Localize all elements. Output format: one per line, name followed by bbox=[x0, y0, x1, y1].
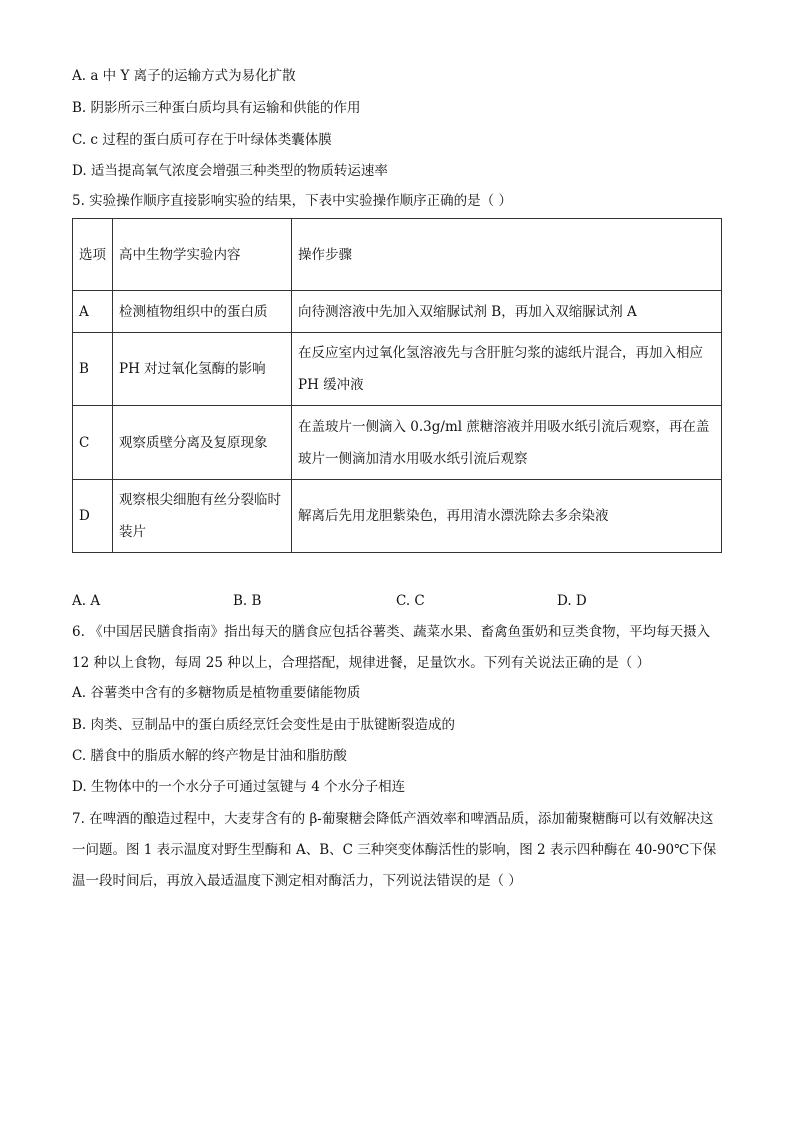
q6-stem: 6. 《中国居民膳食指南》指出每天的膳食应包括谷薯类、蔬菜水果、畜禽鱼蛋奶和豆类食物，平均每天摄入 12 种以上食物，每周 25 种以上，合理搭配，规律进餐，足量饮水。下列有关说法正确的是（ ） bbox=[72, 624, 711, 671]
q5-choice-a: A. A bbox=[72, 593, 101, 609]
experiment-table bbox=[72, 218, 722, 553]
row-steps: 解离后先用龙胆紫染色，再用清水漂洗除去多余染液 bbox=[292, 480, 722, 553]
row-option: C bbox=[73, 406, 113, 480]
table-row bbox=[73, 406, 722, 480]
row-option: D bbox=[73, 480, 113, 553]
q4-option-d: D. 适当提高氧气浓度会增强三种类型的物质转运速率 bbox=[72, 163, 388, 179]
q6-option-a: A. 谷薯类中含有的多糖物质是植物重要储能物质 bbox=[72, 685, 361, 701]
row-content: 检测植物组织中的蛋白质 bbox=[113, 291, 292, 333]
q6-option-b: B. 肉类、豆制品中的蛋白质经烹饪会变性是由于肽键断裂造成的 bbox=[72, 717, 456, 733]
header-content: 高中生物学实验内容 bbox=[113, 219, 292, 291]
header-steps: 操作步骤 bbox=[292, 219, 722, 291]
q4-option-a: A. a 中 Y 离子的运输方式为易化扩散 bbox=[72, 68, 296, 84]
header-option: 选项 bbox=[73, 219, 113, 291]
q5-choice-d: D. D bbox=[557, 593, 587, 609]
table-header-row bbox=[73, 219, 722, 291]
q6-option-d: D. 生物体中的一个水分子可通过氢键与 4 个水分子相连 bbox=[72, 779, 406, 795]
row-option: A bbox=[73, 291, 113, 333]
row-content: PH 对过氧化氢酶的影响 bbox=[113, 333, 292, 406]
row-content: 观察根尖细胞有丝分裂临时装片 bbox=[113, 480, 292, 553]
row-steps: 向待测溶液中先加入双缩脲试剂 B，再加入双缩脲试剂 A bbox=[292, 291, 722, 333]
q5-choice-c: C. C bbox=[396, 593, 425, 609]
table-row bbox=[73, 480, 722, 553]
q5-choice-b: B. B bbox=[233, 593, 262, 609]
row-content: 观察质壁分离及复原现象 bbox=[113, 406, 292, 480]
q7-stem: 7. 在啤酒的酿造过程中，大麦芽含有的 β-葡聚糖会降低产酒效率和啤酒品质，添加葡聚糖酶可以有效解决这一问题。图 1 表示温度对野生型酶和 A、B、C 三种突变体酶活性的影响，图 2 表示四种酶在 40-90℃下保温一段时间后，再放入最适温度下测定相对酶活力，下列说法错误的是（ ） bbox=[72, 811, 717, 889]
table-row bbox=[73, 333, 722, 406]
q5-choices bbox=[72, 591, 722, 611]
q4-option-c: C. c 过程的蛋白质可存在于叶绿体类囊体膜 bbox=[72, 132, 332, 148]
table-row bbox=[73, 291, 722, 333]
q4-option-b: B. 阴影所示三种蛋白质均具有运输和供能的作用 bbox=[72, 100, 361, 116]
row-steps: 在反应室内过氧化氢溶液先与含肝脏匀浆的滤纸片混合，再加入相应 PH 缓冲液 bbox=[292, 333, 722, 406]
row-steps: 在盖玻片一侧滴入 0.3g/ml 蔗糖溶液并用吸水纸引流后观察，再在盖玻片一侧滴加清水用吸水纸引流后观察 bbox=[292, 406, 722, 480]
q6-option-c: C. 膳食中的脂质水解的终产物是甘油和脂肪酸 bbox=[72, 748, 347, 764]
q5-stem: 5. 实验操作顺序直接影响实验的结果，下表中实验操作顺序正确的是（ ） bbox=[72, 193, 512, 209]
row-option: B bbox=[73, 333, 113, 406]
